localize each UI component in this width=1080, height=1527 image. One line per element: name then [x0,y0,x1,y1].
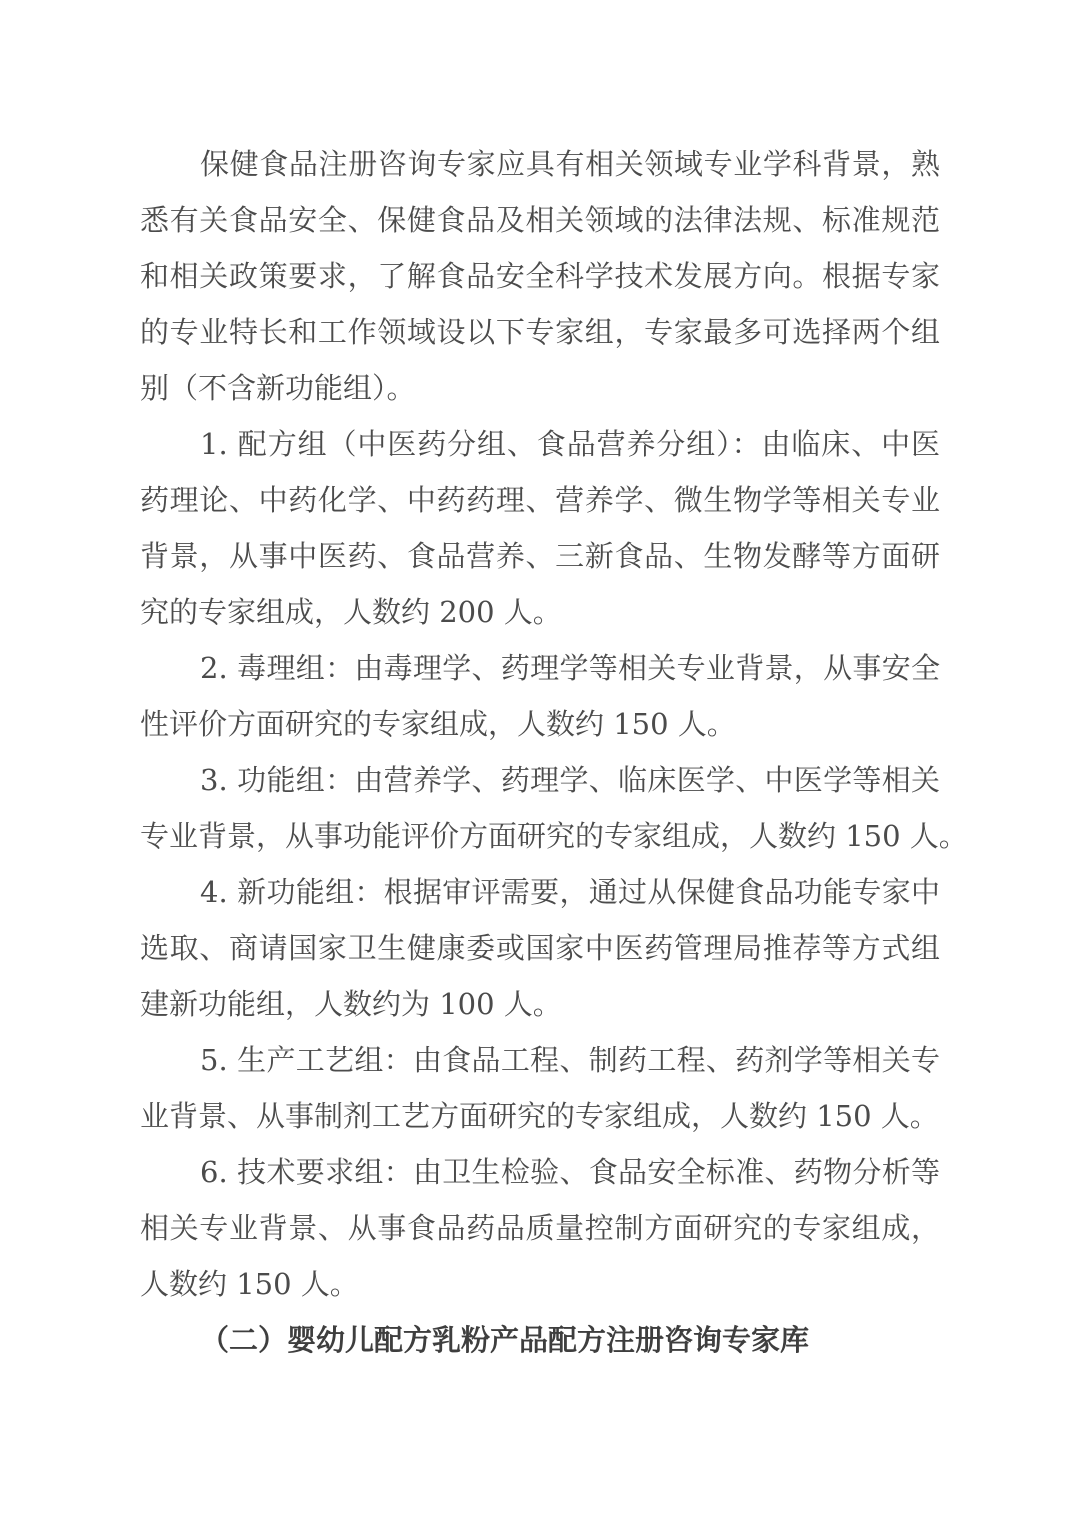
intro-paragraph [140,136,940,416]
paragraph-line: 建新功能组，人数约为 100 人。 [140,987,562,1021]
numbered-item-1 [140,416,940,640]
paragraph-line: 业背景、从事制剂工艺方面研究的专家组成，人数约 150 人。 [140,1099,939,1133]
section-heading-text: （二）婴幼儿配方乳粉产品配方注册咨询专家库 [200,1323,810,1357]
paragraph-line: 专业背景，从事功能评价方面研究的专家组成，人数约 150 人。 [140,819,968,853]
paragraph-line: 相关专业背景、从事食品药品质量控制方面研究的专家组成， [140,1211,940,1245]
paragraph-line: 性评价方面研究的专家组成，人数约 150 人。 [140,707,736,741]
paragraph-line: 人数约 150 人。 [140,1267,359,1301]
document-body [140,136,968,1368]
paragraph-line: 5. 生产工艺组：由食品工程、制药工程、药剂学等相关专 [200,1043,940,1077]
numbered-item-3 [140,752,968,864]
paragraph-line: 6. 技术要求组：由卫生检验、食品安全标准、药物分析等 [200,1155,940,1189]
numbered-item-5 [140,1032,940,1144]
paragraph-line: 和相关政策要求，了解食品安全科学技术发展方向。根据专家 [140,259,940,293]
paragraph-line: 药理论、中药化学、中药药理、营养学、微生物学等相关专业 [140,483,940,517]
paragraph-line: 选取、商请国家卫生健康委或国家中医药管理局推荐等方式组 [140,931,940,965]
paragraph-line: 悉有关食品安全、保健食品及相关领域的法律法规、标准规范 [140,203,940,237]
paragraph-line: 的专业特长和工作领域设以下专家组，专家最多可选择两个组 [140,315,940,349]
paragraph-line: 究的专家组成，人数约 200 人。 [140,595,562,629]
numbered-item-4 [140,864,940,1032]
paragraph-line: 保健食品注册咨询专家应具有相关领域专业学科背景，熟 [200,147,940,181]
paragraph-line: 2. 毒理组：由毒理学、药理学等相关专业背景，从事安全 [200,651,940,685]
numbered-item-6 [140,1144,940,1312]
numbered-item-2 [140,640,940,752]
paragraph-line: 3. 功能组：由营养学、药理学、临床医学、中医学等相关 [200,763,940,797]
paragraph-line: 1. 配方组（中医药分组、食品营养分组）：由临床、中医 [200,427,940,461]
paragraph-line: 背景，从事中医药、食品营养、三新食品、生物发酵等方面研 [140,539,940,573]
paragraph-line: 4. 新功能组：根据审评需要，通过从保健食品功能专家中 [200,875,940,909]
paragraph-line: 别（不含新功能组）。 [140,371,416,405]
section-heading [140,1312,940,1368]
